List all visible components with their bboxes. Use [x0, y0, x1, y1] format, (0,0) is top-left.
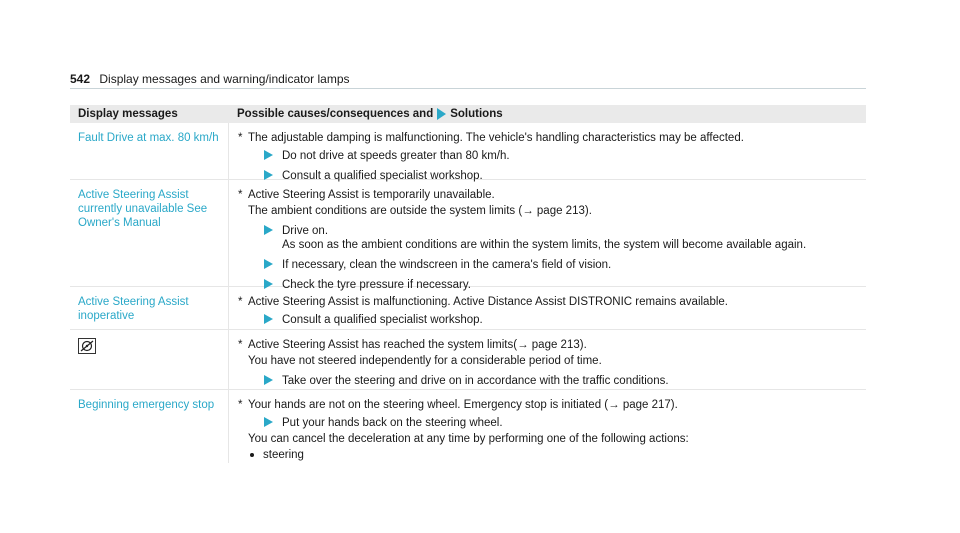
display-message: Active Steering Assist inoperative	[78, 296, 189, 322]
page-header	[70, 72, 350, 86]
steering-wheel-warning-icon	[78, 338, 96, 354]
display-message: Beginning emergency stop	[78, 399, 215, 411]
display-message: Active Steering Assist currently unavailable See Owner's Manual	[78, 189, 208, 229]
table-row	[70, 287, 866, 330]
page-number: 542	[70, 72, 91, 86]
table-row	[70, 180, 866, 291]
list-item: steering	[238, 448, 866, 462]
solution-step: Check the tyre pressure if necessary.	[238, 278, 866, 292]
solution-step: If necessary, clean the windscreen in the camera's field of vision.	[238, 258, 866, 272]
step-arrow-icon	[264, 259, 273, 269]
header-divider	[70, 88, 866, 89]
solution-step: Consult a qualified specialist workshop.	[238, 313, 866, 327]
causes-cell: * Active Steering Assist has reached the system limits(→ page 213). You have not steered independently for a considerable period of time. Take over the steering and drive on in accordance with the traffic conditions.	[228, 330, 866, 389]
solution-step: Drive on. As soon as the ambient conditions are within the system limits, the system will become available again.	[238, 224, 866, 252]
table-row	[70, 390, 866, 463]
step-arrow-icon	[264, 225, 273, 235]
causes-cell: * The adjustable damping is malfunctioning. The vehicle's handling characteristics may be affected. Do not drive at speeds greater than 80 km/h. Consult a qualified specialist workshop.	[228, 123, 866, 179]
step-arrow-icon	[264, 150, 273, 160]
bullet-dot	[250, 453, 254, 457]
causes-cell: * Your hands are not on the steering wheel. Emergency stop is initiated (→ page 217). Put your hands back on the steering wheel. You can cancel the deceleration at any time by performing one of the following actions: steering	[228, 390, 866, 463]
table-row	[70, 330, 866, 390]
col-header-causes: Possible causes/consequences and Solutions	[237, 108, 503, 120]
display-message: Fault Drive at max. 80 km/h	[78, 132, 219, 144]
page-header-title: Display messages and warning/indicator lamps	[99, 72, 350, 86]
causes-cell: * Active Steering Assist is malfunctioning. Active Distance Assist DISTRONIC remains available. Consult a qualified specialist workshop.	[228, 287, 866, 329]
solution-step: Consult a qualified specialist workshop.	[238, 169, 866, 183]
solution-step: Do not drive at speeds greater than 80 km/h.	[238, 149, 866, 163]
step-arrow-icon	[264, 170, 273, 180]
table-row	[70, 123, 866, 180]
solution-step: Put your hands back on the steering wheel.	[238, 416, 866, 430]
step-arrow-icon	[264, 314, 273, 324]
causes-cell: * Active Steering Assist is temporarily unavailable. The ambient conditions are outside the system limits (→ page 213). Drive on. As soon as the ambient conditions are within the system limits, the system will become available again. If necessary, clean the windscreen in the camera's field of vision. Check the tyre pressure if necessary.	[228, 180, 866, 286]
step-arrow-icon	[264, 417, 273, 427]
solution-arrow-icon	[437, 108, 446, 120]
table-header	[70, 105, 866, 123]
messages-table	[70, 105, 866, 463]
step-arrow-icon	[264, 375, 273, 385]
solution-step: Take over the steering and drive on in accordance with the traffic conditions.	[238, 374, 866, 388]
col-header-messages: Display messages	[78, 108, 178, 120]
